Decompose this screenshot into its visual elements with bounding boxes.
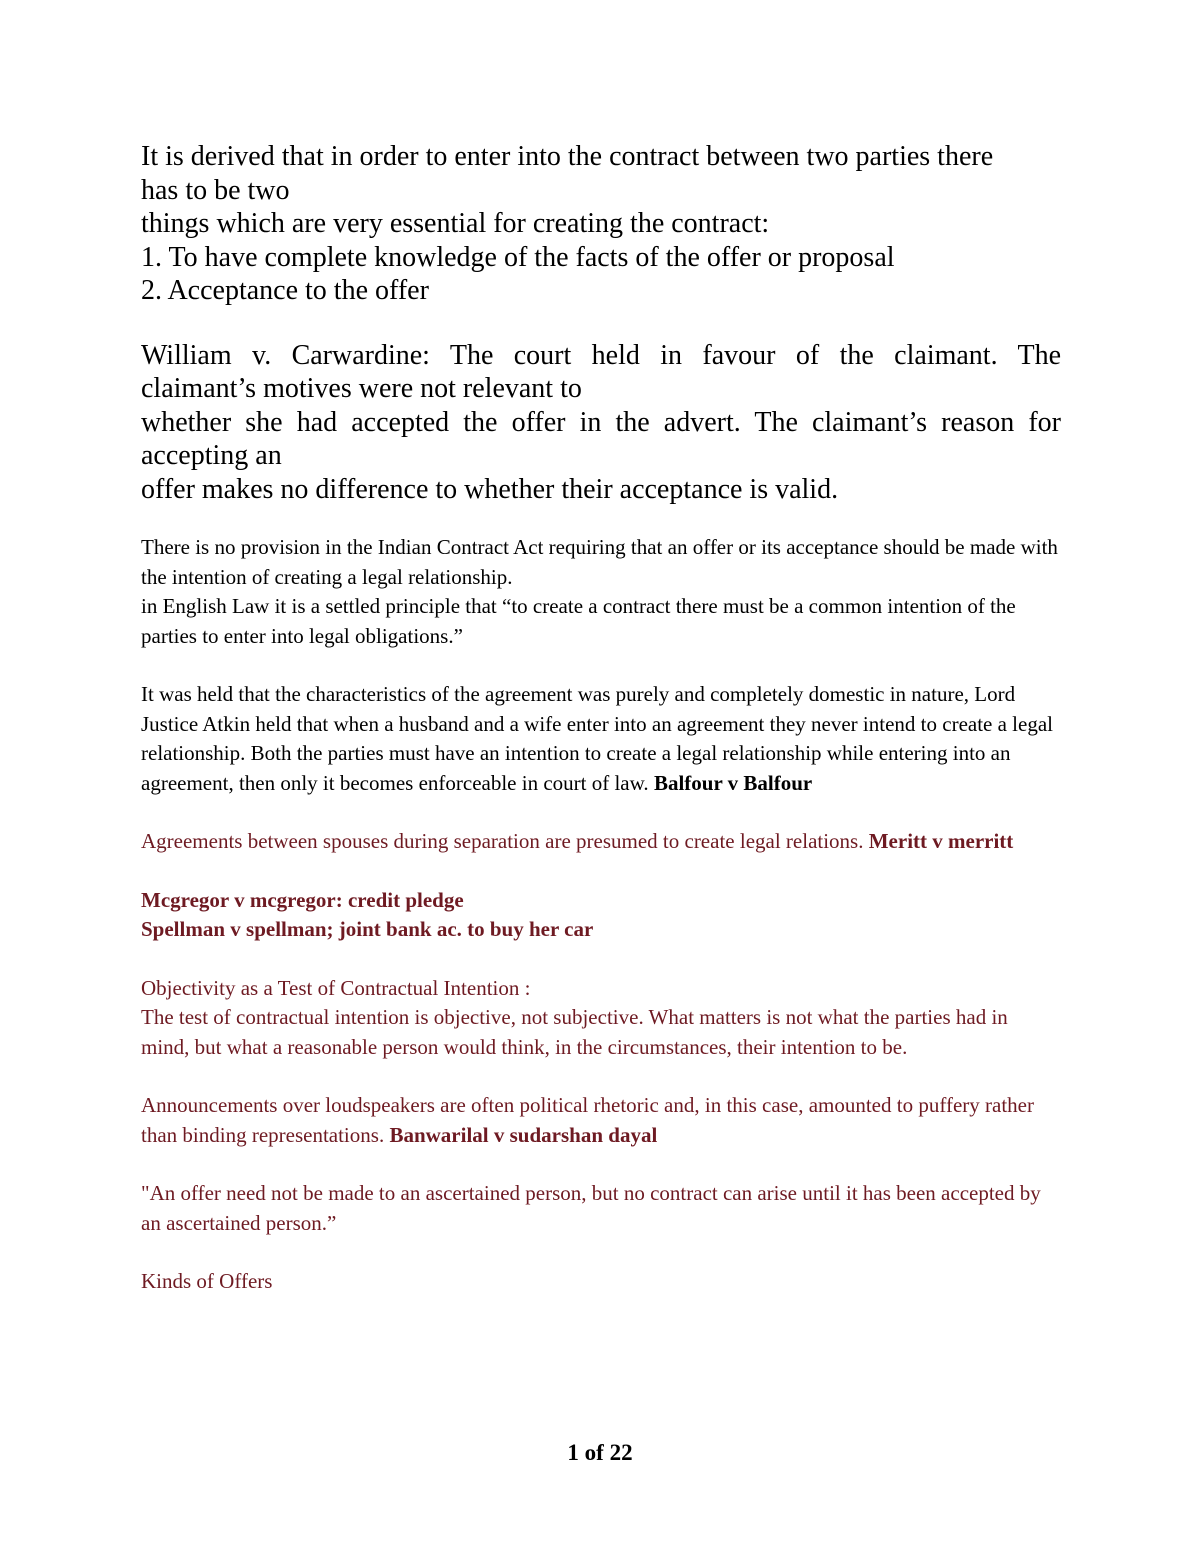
page-content — [141, 140, 1061, 1297]
spacer — [141, 857, 1061, 886]
quote-paragraph: "An offer need not be made to an ascertained person, but no contract can arise until it has been accepted by an ascertained person.” — [141, 1181, 1041, 1235]
intro-list-item-2: 2. Acceptance to the offer — [141, 275, 429, 306]
balfour-case-name: Balfour v Balfour — [653, 770, 813, 795]
kinds-of-offers-heading: Kinds of Offers — [141, 1269, 273, 1293]
announcements-text: Announcements over loudspeakers are often political rhetoric and, in this case, amounted to puffery rather than binding representations. — [141, 1093, 1034, 1147]
merritt-paragraph — [141, 827, 1061, 857]
intro-line-1: It is derived that in order to enter into the contract between two parties there — [141, 141, 994, 172]
balfour-text: It was held that the characteristics of the agreement was purely and completely domestic in nature, Lord Justice Atkin held that when a husband and a wife enter into an agreement they never intend to create a legal relationship. Both the parties must have an intention to create a legal relationship while entering into an agreement, then only it becomes enforceable in court of law. — [141, 682, 1053, 795]
william-line-2: claimant’s motives were not relevant to — [141, 373, 582, 404]
william-line-4: accepting an — [141, 440, 282, 471]
spacer — [141, 651, 1061, 680]
intro-line-2: has to be two — [141, 174, 290, 206]
william-line-1: William v. Carwardine: The court held in favour of the claimant. The — [141, 339, 1061, 371]
objectivity-heading: Objectivity as a Test of Contractual Intention : — [141, 975, 531, 1000]
spacer — [141, 1238, 1061, 1267]
intro-list-item-1: 1. To have complete knowledge of the facts of the offer or proposal — [141, 241, 895, 273]
balfour-paragraph — [141, 680, 1061, 798]
merritt-text: Agreements between spouses during separation are presumed to create legal relations. — [141, 829, 864, 853]
william-line-3: whether she had accepted the offer in the advert. The claimant’s reason for — [141, 406, 1061, 438]
spacer — [141, 1150, 1061, 1179]
william-line-5: offer makes no difference to whether their acceptance is valid. — [141, 473, 839, 505]
page-number: 1 of 22 — [567, 1440, 633, 1465]
spacer — [141, 506, 1061, 533]
provision-paragraph: There is no provision in the Indian Contract Act requiring that an offer or its acceptance should be made with the intention of creating a legal relationship. — [141, 535, 1058, 589]
merritt-case-name: Meritt v merritt — [868, 829, 1014, 853]
spellman-case: Spellman v spellman; joint bank ac. to buy her car — [141, 917, 594, 941]
mcgregor-case: Mcgregor v mcgregor: credit pledge — [141, 887, 464, 912]
intro-line-3: things which are very essential for creating the contract: — [141, 208, 770, 239]
spacer — [141, 308, 1061, 339]
english-law-paragraph: in English Law it is a settled principle that “to create a contract there must be a common intention of the parties to enter into legal obligations.” — [141, 594, 1016, 648]
spacer — [141, 945, 1061, 974]
spacer — [141, 1062, 1061, 1091]
announcements-paragraph — [141, 1091, 1061, 1150]
banwarilal-case-name: Banwarilal v sudarshan dayal — [389, 1122, 658, 1147]
spacer — [141, 798, 1061, 827]
objectivity-paragraph: The test of contractual intention is objective, not subjective. What matters is not what the parties had in mind, but what a reasonable person would think, in the circumstances, their intention to be. — [141, 1005, 1008, 1059]
